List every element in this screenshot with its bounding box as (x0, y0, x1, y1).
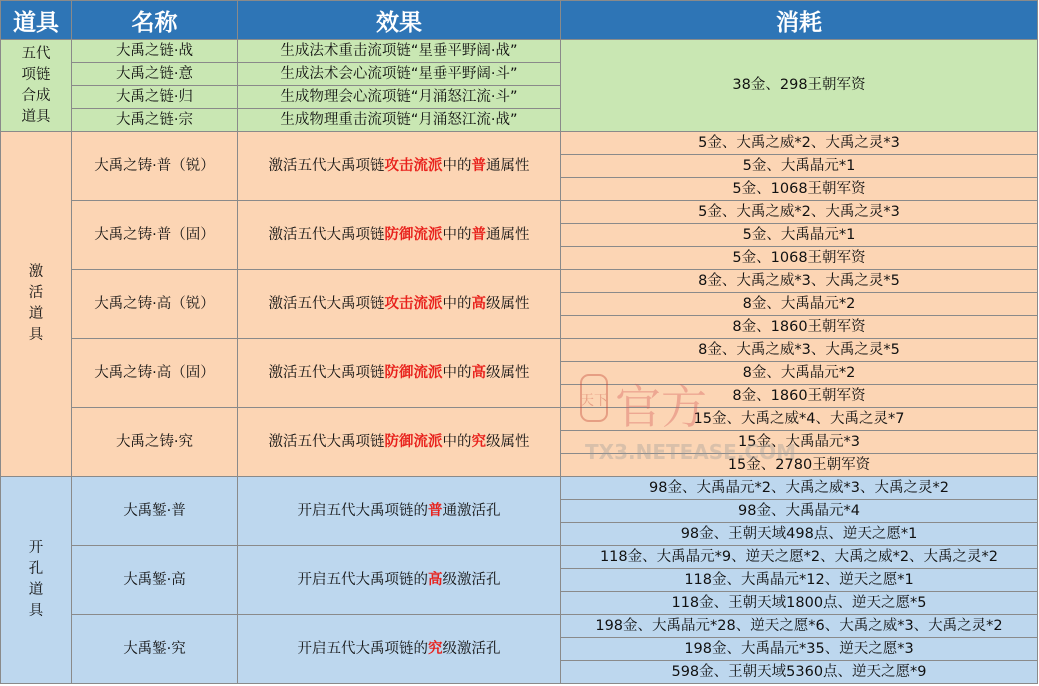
item-cost: 118金、王朝天域1800点、逆天之愿*5 (561, 592, 1038, 615)
item-effect: 开启五代大禹项链的究级激活孔 (238, 615, 561, 684)
item-cost: 5金、大禹晶元*1 (561, 155, 1038, 178)
item-cost: 5金、1068王朝军资 (561, 247, 1038, 270)
table-row (1, 339, 1038, 362)
watermark-chars: 官方 (615, 380, 707, 434)
item-cost: 98金、大禹晶元*2、大禹之威*3、大禹之灵*2 (561, 477, 1038, 500)
item-cost: 8金、1860王朝军资 (561, 385, 1038, 408)
item-name: 大禹之铸·高（固） (72, 339, 238, 408)
item-cost: 5金、1068王朝军资 (561, 178, 1038, 201)
category-synthesis: 五代 项链 合成 道具 (1, 40, 72, 132)
table-row (1, 132, 1038, 155)
item-cost: 5金、大禹之威*2、大禹之灵*3 (561, 132, 1038, 155)
item-effect: 生成物理重击流项链“月涌怒江流·战” (238, 109, 561, 132)
item-cost: 5金、大禹晶元*1 (561, 224, 1038, 247)
item-cost: 198金、大禹晶元*28、逆天之愿*6、大禹之威*3、大禹之灵*2 (561, 615, 1038, 638)
item-cost: 5金、大禹之威*2、大禹之灵*3 (561, 201, 1038, 224)
item-cost: 8金、大禹之威*3、大禹之灵*5 (561, 270, 1038, 293)
table-row (1, 615, 1038, 638)
item-name: 大禹之链·归 (72, 86, 238, 109)
item-effect: 激活五代大禹项链防御流派中的高级属性 (238, 339, 561, 408)
header-row (1, 1, 1038, 40)
item-name: 大禹之铸·究 (72, 408, 238, 477)
item-effect: 开启五代大禹项链的普通激活孔 (238, 477, 561, 546)
header-effect: 效果 (238, 1, 561, 40)
watermark-url: TX3.NETEASE.COM (585, 440, 797, 464)
item-effect: 激活五代大禹项链防御流派中的究级属性 (238, 408, 561, 477)
item-cost: 598金、王朝天域5360点、逆天之愿*9 (561, 661, 1038, 684)
item-effect: 激活五代大禹项链攻击流派中的普通属性 (238, 132, 561, 201)
item-cost: 118金、大禹晶元*9、逆天之愿*2、大禹之威*2、大禹之灵*2 (561, 546, 1038, 569)
item-name: 大禹錾·普 (72, 477, 238, 546)
item-cost: 8金、大禹晶元*2 (561, 293, 1038, 316)
item-name: 大禹之铸·普（固） (72, 201, 238, 270)
table-row (1, 477, 1038, 500)
item-name: 大禹之铸·普（锐） (72, 132, 238, 201)
table-row (1, 270, 1038, 293)
category-socket: 开 孔 道 具 (1, 477, 72, 684)
item-name: 大禹之链·宗 (72, 109, 238, 132)
table-row (1, 40, 1038, 63)
item-name: 大禹之铸·高（锐） (72, 270, 238, 339)
item-cost: 8金、1860王朝军资 (561, 316, 1038, 339)
category-activation: 激 活 道 具 (1, 132, 72, 477)
item-cost: 8金、大禹晶元*2 (561, 362, 1038, 385)
item-name: 大禹之链·意 (72, 63, 238, 86)
item-effect: 生成法术重击流项链“星垂平野阔·战” (238, 40, 561, 63)
item-cost: 15金、2780王朝军资 (561, 454, 1038, 477)
item-effect: 激活五代大禹项链攻击流派中的高级属性 (238, 270, 561, 339)
table-row (1, 408, 1038, 431)
item-effect: 生成物理会心流项链“月涌怒江流·斗” (238, 86, 561, 109)
item-cost: 198金、大禹晶元*35、逆天之愿*3 (561, 638, 1038, 661)
item-cost: 98金、大禹晶元*4 (561, 500, 1038, 523)
item-cost: 15金、大禹之威*4、大禹之灵*7 (561, 408, 1038, 431)
item-cost: 38金、298王朝军资 (561, 40, 1038, 132)
item-effect: 开启五代大禹项链的高级激活孔 (238, 546, 561, 615)
item-name: 大禹錾·高 (72, 546, 238, 615)
table-row (1, 201, 1038, 224)
item-cost: 118金、大禹晶元*12、逆天之愿*1 (561, 569, 1038, 592)
item-cost: 98金、王朝天域498点、逆天之愿*1 (561, 523, 1038, 546)
header-item: 道具 (1, 1, 72, 40)
item-cost: 15金、大禹晶元*3 (561, 431, 1038, 454)
table-row (1, 546, 1038, 569)
item-effect: 激活五代大禹项链防御流派中的普通属性 (238, 201, 561, 270)
header-name: 名称 (72, 1, 238, 40)
watermark-seal-text: 天下 (580, 393, 608, 409)
item-name: 大禹錾·究 (72, 615, 238, 684)
item-cost: 8金、大禹之威*3、大禹之灵*5 (561, 339, 1038, 362)
item-effect: 生成法术会心流项链“星垂平野阔·斗” (238, 63, 561, 86)
header-cost: 消耗 (561, 1, 1038, 40)
item-name: 大禹之链·战 (72, 40, 238, 63)
